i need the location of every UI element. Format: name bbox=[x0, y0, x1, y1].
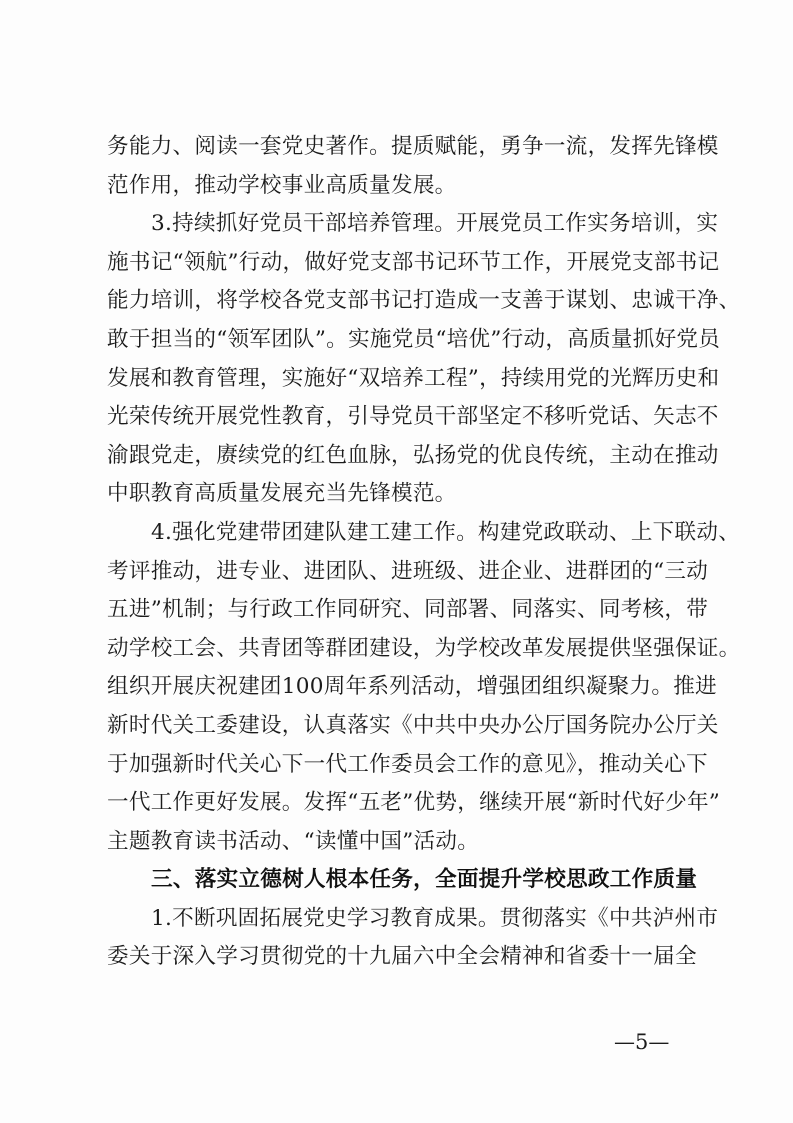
numbered-item-4: 4.强化党建带团建队建工建工作。构建党政联动、上下联动、 bbox=[151, 519, 741, 545]
section-heading: 三、落实立德树人根本任务，全面提升学校思政工作质量 bbox=[151, 867, 698, 893]
text-line: 动学校工会、共青团等群团建设，为学校改革发展提供坚强保证。 bbox=[107, 635, 741, 661]
text-line: 务能力、阅读一套党史著作。提质赋能，勇争一流，发挥先锋模 bbox=[107, 134, 719, 159]
numbered-item-3: 3.持续抓好党员干部培养管理。开展党员工作实务培训，实 bbox=[151, 211, 719, 237]
text-line: 中职教育高质量发展充当先锋模范。 bbox=[107, 481, 457, 507]
text-line: 施书记“领航”行动，做好党支部书记环节工作，开展党支部书记 bbox=[107, 249, 720, 275]
body-text bbox=[107, 128, 741, 977]
text-line: 渝跟党走，赓续党的红色血脉，弘扬党的优良传统，主动在推动 bbox=[107, 442, 719, 468]
text-line: 委关于深入学习贯彻党的十九届六中全会精神和省委十一届全 bbox=[107, 944, 697, 970]
text-line: 主题教育读书活动、“读懂中国”活动。 bbox=[107, 828, 480, 854]
text-line: 能力培训，将学校各党支部书记打造成一支善于谋划、忠诚干净、 bbox=[107, 288, 741, 314]
text-line: 五进”机制；与行政工作同研究、同部署、同落实、同考核，带 bbox=[107, 597, 709, 623]
text-line: 敢于担当的“领军团队”。实施党员“培优”行动，高质量抓好党员 bbox=[107, 326, 721, 352]
text-line: 考评推动，进专业、进团队、进班级、进企业、进群团的“三动 bbox=[107, 558, 709, 584]
text-line: 于加强新时代关心下一代工作委员会工作的意见》，推动关心下 bbox=[107, 751, 708, 777]
text-line: 范作用，推动学校事业高质量发展。 bbox=[107, 172, 457, 198]
text-line: 组织开展庆祝建团100周年系列活动，增强团组织凝聚力。推进 bbox=[107, 674, 717, 700]
numbered-item-1: 1.不断巩固拓展党史学习教育成果。贯彻落实《中共泸州市 bbox=[151, 905, 719, 931]
text-line: 一代工作更好发展。发挥“五老”优势，继续开展“新时代好少年” bbox=[107, 790, 721, 816]
text-line: 光荣传统开展党性教育，引导党员干部坚定不移听党话、矢志不 bbox=[107, 404, 719, 430]
page-number: —5— bbox=[614, 1030, 670, 1054]
text-line: 新时代关工委建设，认真落实《中共中央办公厅国务院办公厅关 bbox=[107, 712, 719, 738]
text-line: 发展和教育管理，实施好“双培养工程”，持续用党的光辉历史和 bbox=[107, 365, 720, 391]
